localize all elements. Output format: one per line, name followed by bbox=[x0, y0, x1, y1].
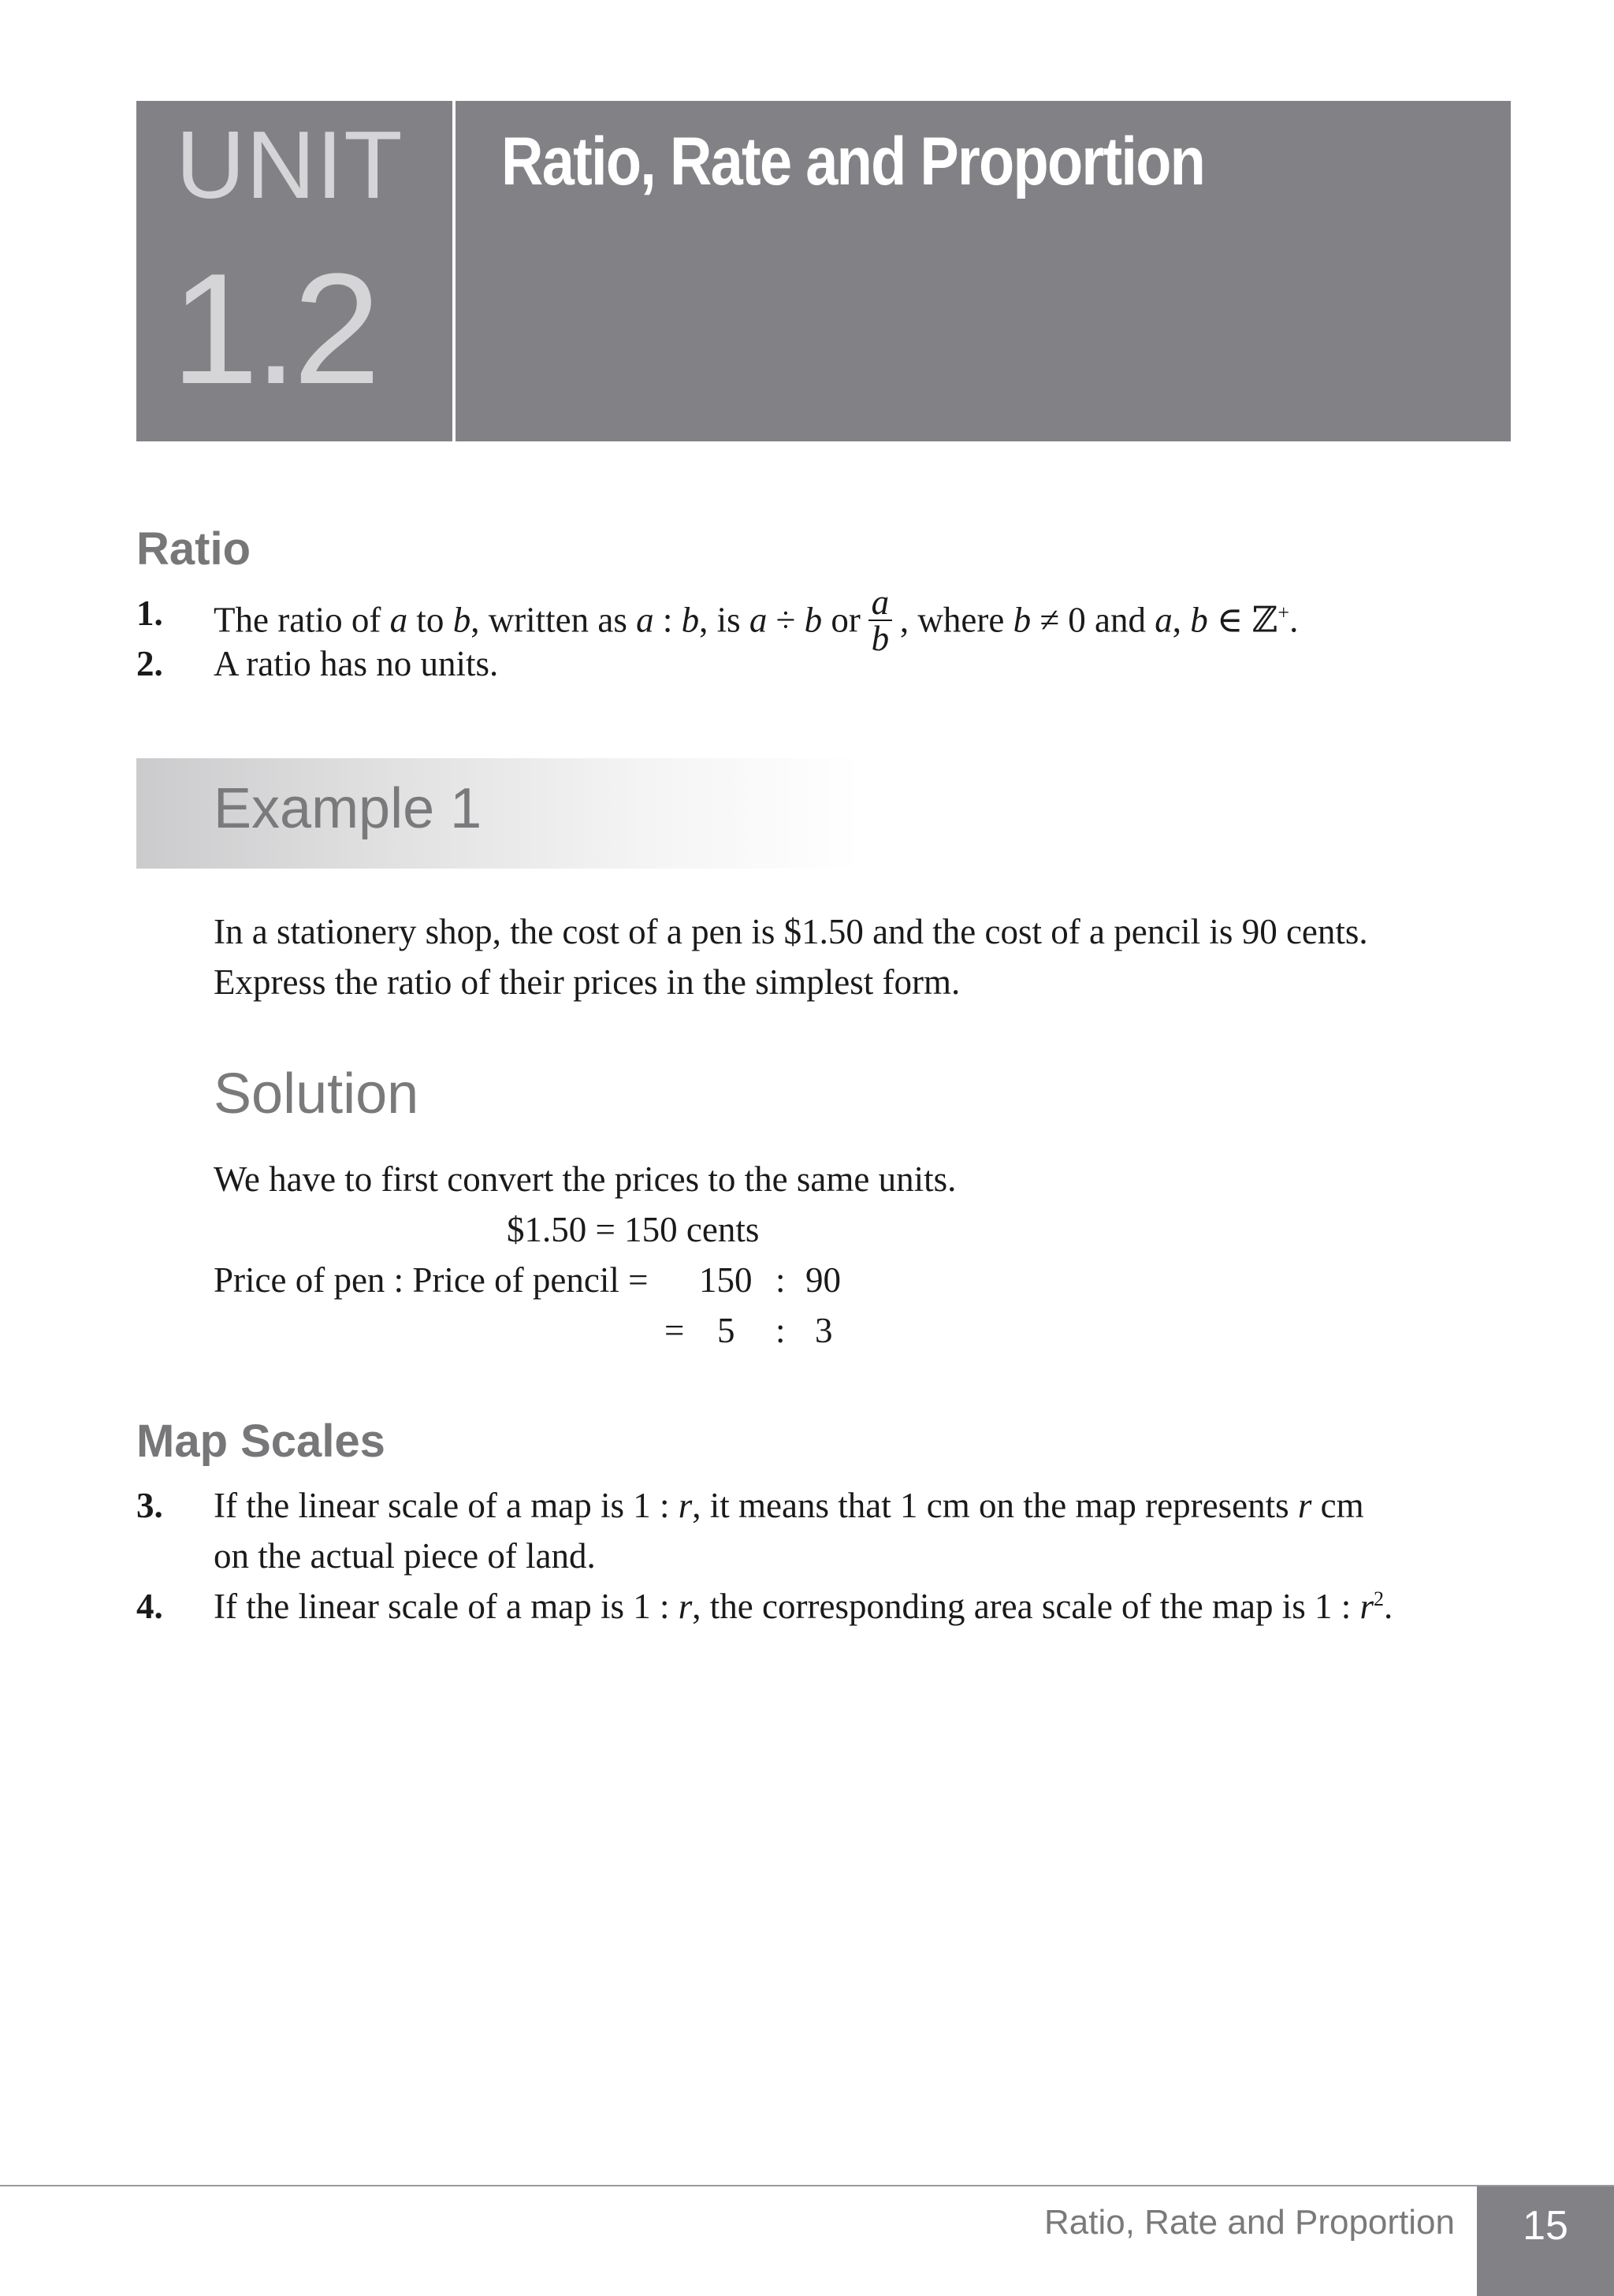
solution-ratio-colon-2: : bbox=[775, 1311, 786, 1350]
solution-ratio-right-2: 3 bbox=[815, 1311, 833, 1350]
unit-title: Ratio, Rate and Proportion bbox=[501, 124, 1205, 199]
unit-banner bbox=[136, 101, 1511, 441]
solution-ratio-left-1: 150 bbox=[699, 1260, 753, 1300]
solution-ratio-left-2: 5 bbox=[717, 1311, 735, 1350]
solution-ratio-label: Price of pen : Price of pencil = bbox=[214, 1260, 649, 1300]
example-question-line-2: Express the ratio of their prices in the simplest form. bbox=[214, 962, 961, 1002]
solution-intro: We have to first convert the prices to the same units. bbox=[214, 1159, 957, 1199]
solution-ratio-eq-2: = bbox=[664, 1311, 685, 1350]
solution-conversion: $1.50 = 150 cents bbox=[507, 1210, 760, 1249]
point-number: 3. bbox=[136, 1486, 163, 1525]
solution-ratio-right-1: 90 bbox=[805, 1260, 841, 1300]
solution-title: Solution bbox=[214, 1062, 419, 1126]
fraction-a-over-b: $\frac{a}{b}$ bbox=[868, 585, 892, 656]
unit-label-panel bbox=[136, 101, 456, 441]
point-text: The ratio of a to b, written as a : b, is a ÷ b or $\frac{a}{b}$ , where b ≠ 0 and a, b ∈ ℤ+. bbox=[214, 582, 1299, 658]
point-text: If the linear scale of a map is 1 : r, the corresponding area scale of the map is 1 : $r^2$. bbox=[214, 1587, 1393, 1626]
unit-number: 1.2 bbox=[171, 241, 377, 417]
footer-divider bbox=[0, 2185, 1614, 2186]
example-question-line-1: In a stationery shop, the cost of a pen is $1.50 and the cost of a pencil is 90 cents. bbox=[214, 912, 1368, 951]
map-scales-heading: Map Scales bbox=[136, 1416, 385, 1467]
footer-chapter-title: Ratio, Rate and Proportion bbox=[1044, 2203, 1455, 2242]
point-number: 2. bbox=[136, 644, 163, 683]
ratio-heading: Ratio bbox=[136, 523, 251, 575]
point-number: 4. bbox=[136, 1587, 163, 1626]
unit-word: UNIT bbox=[176, 111, 404, 218]
example-header-bar bbox=[136, 758, 861, 869]
point-text: A ratio has no units. bbox=[214, 644, 499, 683]
page-number: 15 bbox=[1477, 2186, 1614, 2296]
point-number: 1. bbox=[136, 594, 163, 633]
example-title: Example 1 bbox=[214, 777, 482, 840]
solution-ratio-colon-1: : bbox=[775, 1260, 786, 1300]
point-text: If the linear scale of a map is 1 : r, it means that 1 cm on the map represents r cm on the actual piece of land. bbox=[214, 1486, 1364, 1576]
